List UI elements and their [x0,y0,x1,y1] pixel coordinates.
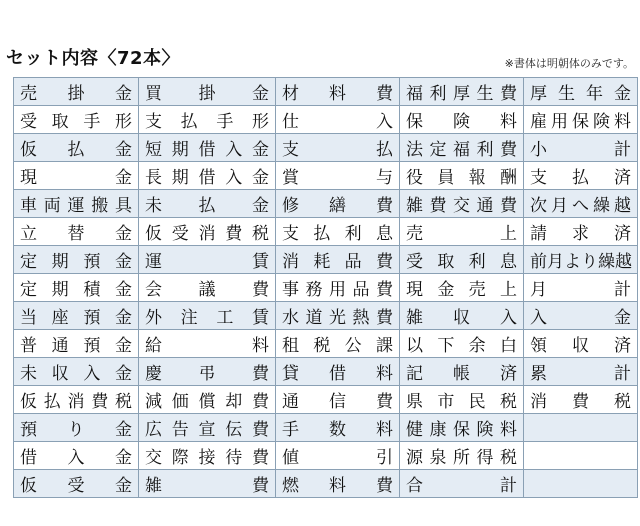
stamp-table [13,77,638,498]
table-cell: 仮受消費税 [139,218,276,246]
table-cell: 広告宣伝費 [139,414,276,442]
table-row [14,302,638,330]
table-cell: 消耗品費 [276,246,400,274]
table-cell: 慶弔費 [139,358,276,386]
table-cell: 水道光熱費 [276,302,400,330]
table-cell: 燃料費 [276,470,400,498]
table-cell: 立替金 [14,218,139,246]
table-cell: 支払 [276,134,400,162]
table-cell: 前月より繰越 [524,246,638,274]
table-cell: 雑費交通費 [400,190,524,218]
table-cell: 現金 [14,162,139,190]
table-cell: 交際接待費 [139,442,276,470]
table-cell: 次月へ繰越 [524,190,638,218]
table-cell: 以下余白 [400,330,524,358]
table-cell: 長期借入金 [139,162,276,190]
table-cell: 仮受金 [14,470,139,498]
table-cell: 材料費 [276,78,400,106]
table-cell: 記帳済 [400,358,524,386]
table-cell: 県市民税 [400,386,524,414]
table-row [14,246,638,274]
table-cell: 健康保険料 [400,414,524,442]
table-cell: 短期借入金 [139,134,276,162]
table-cell: 租税公課 [276,330,400,358]
table-row [14,274,638,302]
table-row [14,106,638,134]
table-cell: 車両運搬具 [14,190,139,218]
table-cell: 預り金 [14,414,139,442]
table-cell: 福利厚生費 [400,78,524,106]
table-cell: 値引 [276,442,400,470]
table-row [14,134,638,162]
table-cell: 会議費 [139,274,276,302]
page-title: セット内容〈72本〉 [6,48,181,69]
table-cell: 現金売上 [400,274,524,302]
table-cell [524,470,638,498]
table-cell: 支払済 [524,162,638,190]
table-cell: 未払金 [139,190,276,218]
table-row [14,442,638,470]
table-cell: 外注工賃 [139,302,276,330]
table-cell: 仕入 [276,106,400,134]
table-cell: 小計 [524,134,638,162]
table-cell: 月計 [524,274,638,302]
table-cell: 売掛金 [14,78,139,106]
table-row [14,386,638,414]
table-row [14,162,638,190]
table-cell: 未収入金 [14,358,139,386]
table-cell: 受取利息 [400,246,524,274]
table-cell: 保険料 [400,106,524,134]
table-cell: 入金 [524,302,638,330]
table-cell: 定期積金 [14,274,139,302]
table-cell: 借入金 [14,442,139,470]
table-cell: 受取手形 [14,106,139,134]
table-cell: 雑費 [139,470,276,498]
table-cell: 定期預金 [14,246,139,274]
table-cell: 手数料 [276,414,400,442]
table-cell: 源泉所得税 [400,442,524,470]
table-cell: 仮払消費税 [14,386,139,414]
table-cell: 厚生年金 [524,78,638,106]
table-cell: 領収済 [524,330,638,358]
table-cell: 消費税 [524,386,638,414]
table-cell: 給料 [139,330,276,358]
table-cell: 普通預金 [14,330,139,358]
table-cell: 賞与 [276,162,400,190]
table-cell: 通信費 [276,386,400,414]
table-cell: 買掛金 [139,78,276,106]
table-cell: 運賃 [139,246,276,274]
font-note: ※書体は明朝体のみです。 [504,57,634,70]
table-row [14,414,638,442]
table-cell: 当座預金 [14,302,139,330]
table-cell: 貸借料 [276,358,400,386]
table-cell: 請求済 [524,218,638,246]
table-cell: 仮払金 [14,134,139,162]
table-row [14,470,638,498]
table-row [14,218,638,246]
table-cell [524,414,638,442]
table-cell: 法定福利費 [400,134,524,162]
table-cell: 雑収入 [400,302,524,330]
table-cell: 減価償却費 [139,386,276,414]
table-cell: 累計 [524,358,638,386]
table-row [14,330,638,358]
table-cell: 売上 [400,218,524,246]
table-cell: 支払利息 [276,218,400,246]
table-row [14,190,638,218]
table-row [14,358,638,386]
table-cell: 修繕費 [276,190,400,218]
table-cell [524,442,638,470]
table-row [14,78,638,106]
table-cell: 役員報酬 [400,162,524,190]
table-cell: 雇用保険料 [524,106,638,134]
table-cell: 合計 [400,470,524,498]
table-cell: 支払手形 [139,106,276,134]
table-cell: 事務用品費 [276,274,400,302]
